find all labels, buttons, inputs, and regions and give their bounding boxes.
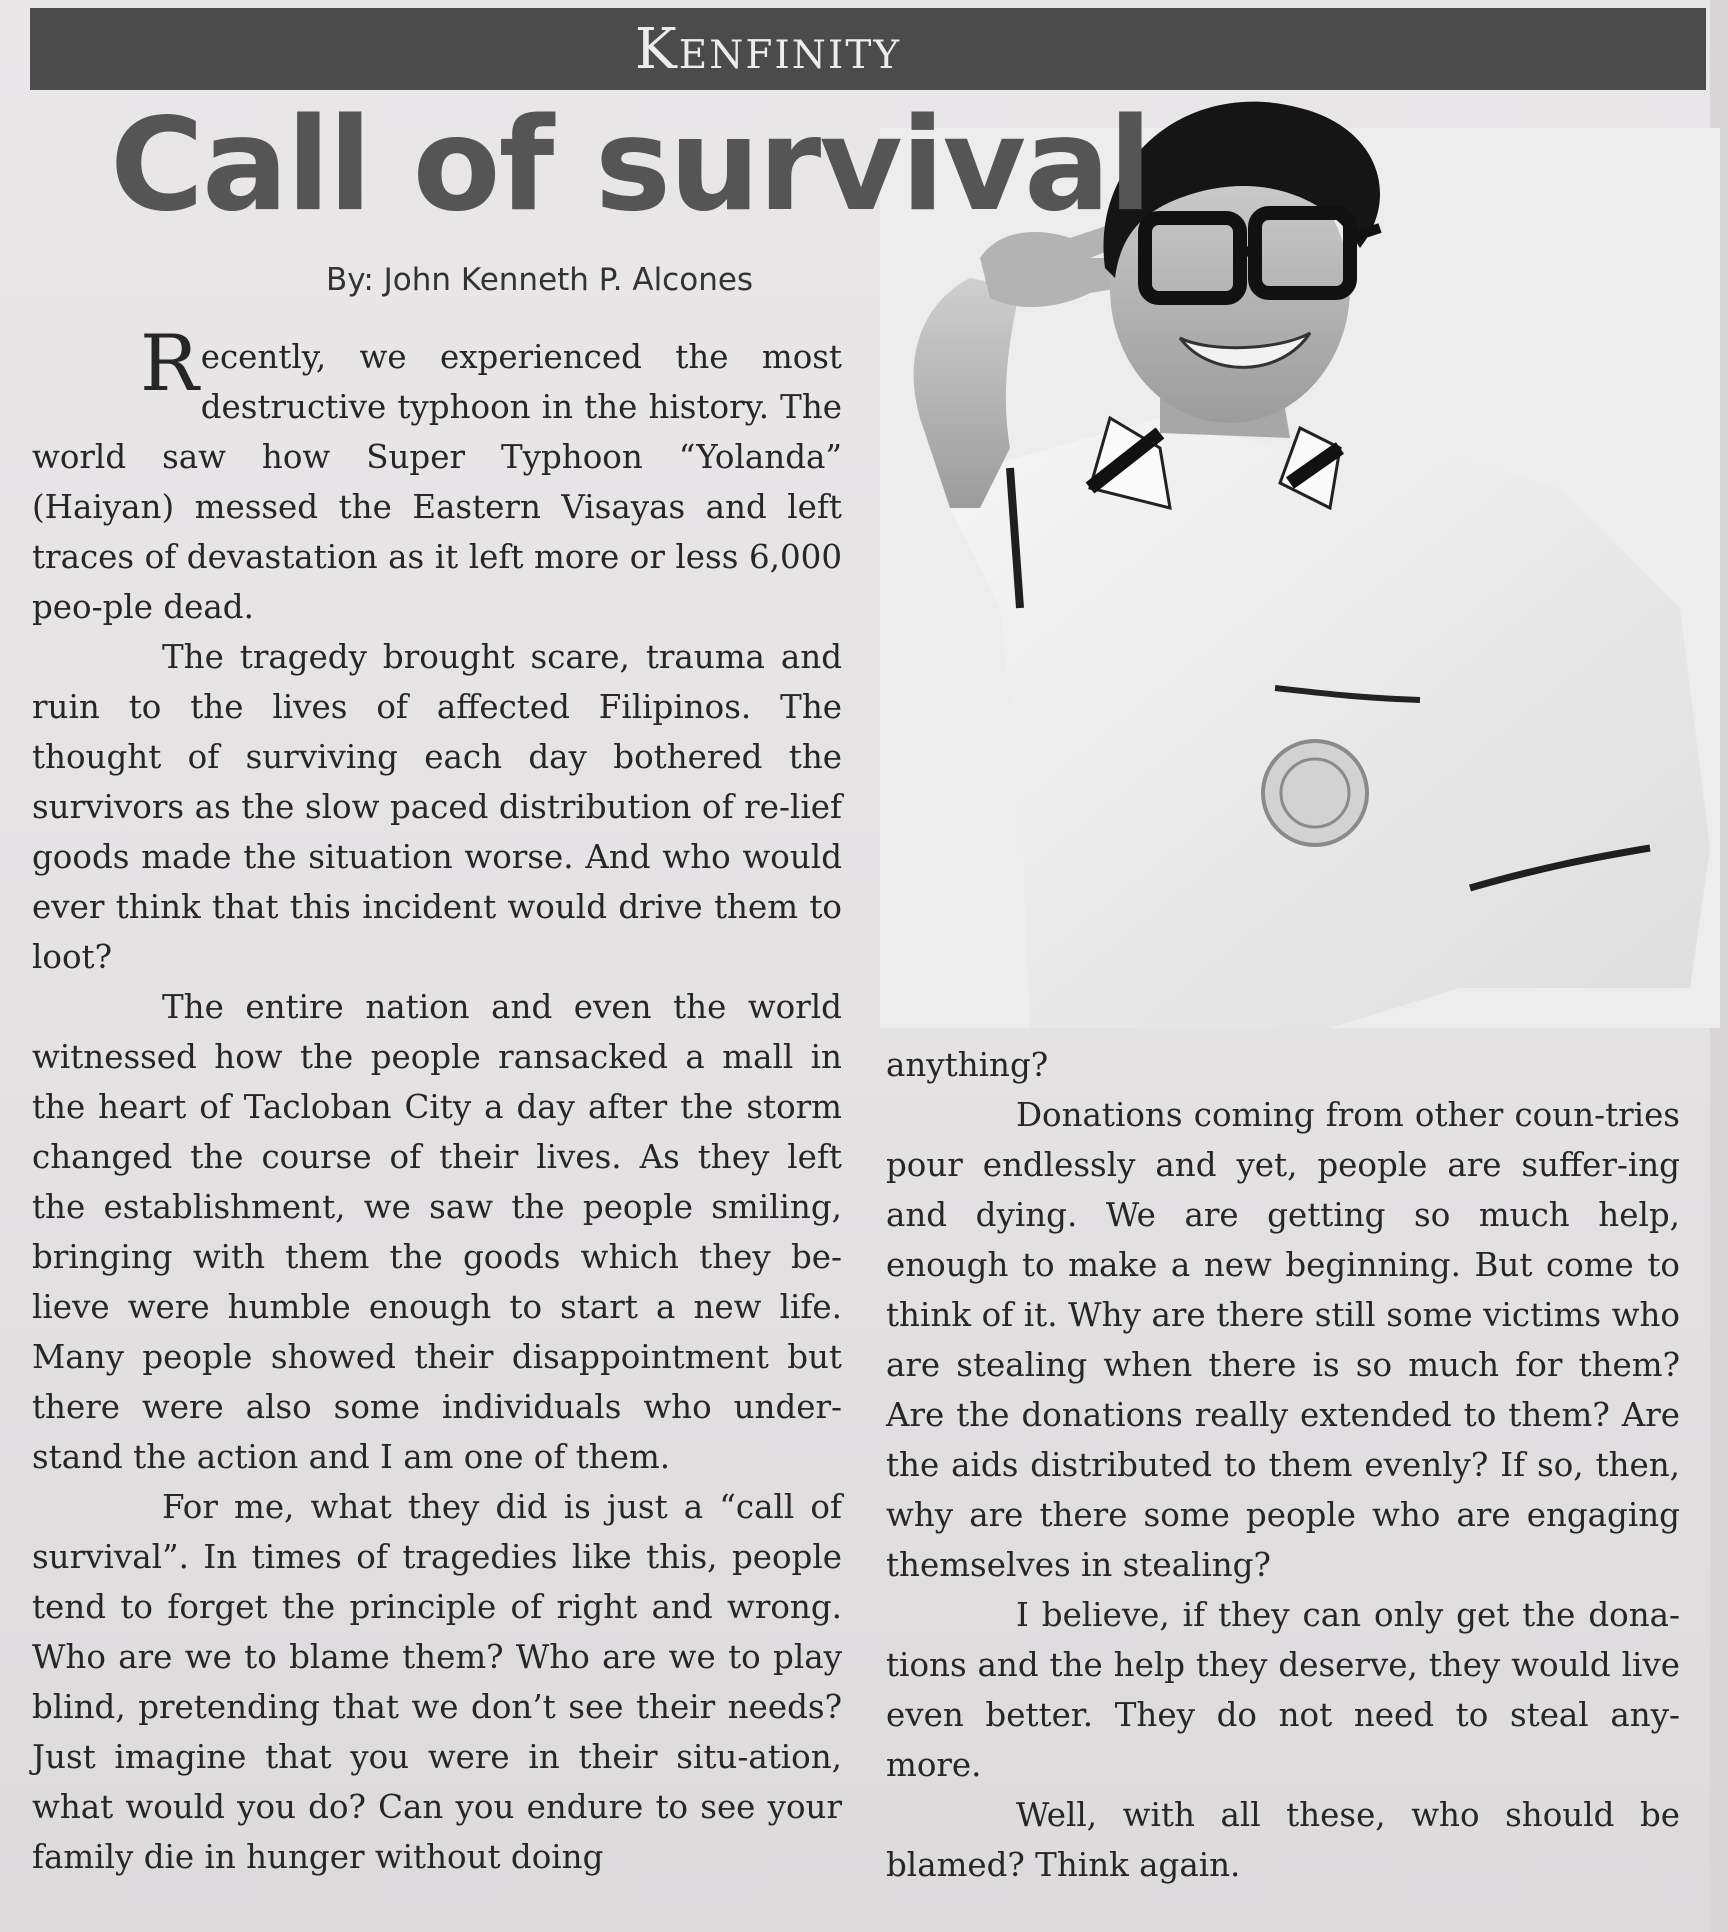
paragraph-4-continued: anything? xyxy=(886,1046,1049,1084)
headline: Call of survival xyxy=(110,91,1151,240)
paragraph-3: The entire nation and even the world witnessed how the people ransacked a mall in the heart of Tacloban City a day after the storm changed the course of their lives. As they left the establishment, we saw the people smiling, bringing with them the goods which they be-lieve were humble enough to start a new life. Many people showed their disappointment but there were also some individuals who under-stand the action and I am one of them. xyxy=(32,988,842,1476)
article-column-2 xyxy=(886,1040,1680,1890)
paragraph-1-text: ecently, we experienced the most destructive typhoon in the history. The world saw how Super Typhoon “Yolanda” (Haiyan) messed the Eastern Visayas and left traces of devastation as it left more or less 6,000 peo-ple dead. xyxy=(32,338,842,626)
drop-cap: R xyxy=(140,319,199,409)
paragraph-4: For me, what they did is just a “call of survival”. In times of tragedies like this, people tend to forget the principle of right and wrong. Who are we to blame them? Who are we to play blind, pretending that we don’t see their needs? Just imagine that you were in their situ-ation, what would you do? Can you endure to see your family die in hunger without doing xyxy=(32,1488,842,1876)
byline: By: John Kenneth P. Alcones xyxy=(326,262,754,298)
section-title: Kenfinity xyxy=(634,16,902,82)
article-column-1 xyxy=(32,632,842,1882)
paragraph-7: Well, with all these, who should be blamed? Think again. xyxy=(886,1796,1680,1884)
paragraph-6: I believe, if they can only get the dona-tions and the help they deserve, they would live even better. They do not need to steal any-more. xyxy=(886,1596,1680,1784)
paragraph-2: The tragedy brought scare, trauma and ruin to the lives of affected Filipinos. The thought of surviving each day bothered the survivors as the slow paced distribution of re-lief goods made the situation worse. And who would ever think that this incident would drive them to loot? xyxy=(32,638,842,976)
section-banner xyxy=(30,8,1706,90)
paragraph-1 xyxy=(32,319,842,632)
article-column-1-top xyxy=(32,319,842,632)
paragraph-5: Donations coming from other coun-tries pour endlessly and yet, people are suffer-ing and dying. We are getting so much help, enough to make a new beginning. But come to think of it. Why are there still some victims who are stealing when there is so much for them? Are the donations really extended to them? Are the aids distributed to them evenly? If so, then, why are there some people who are engaging themselves in stealing? xyxy=(886,1096,1680,1584)
